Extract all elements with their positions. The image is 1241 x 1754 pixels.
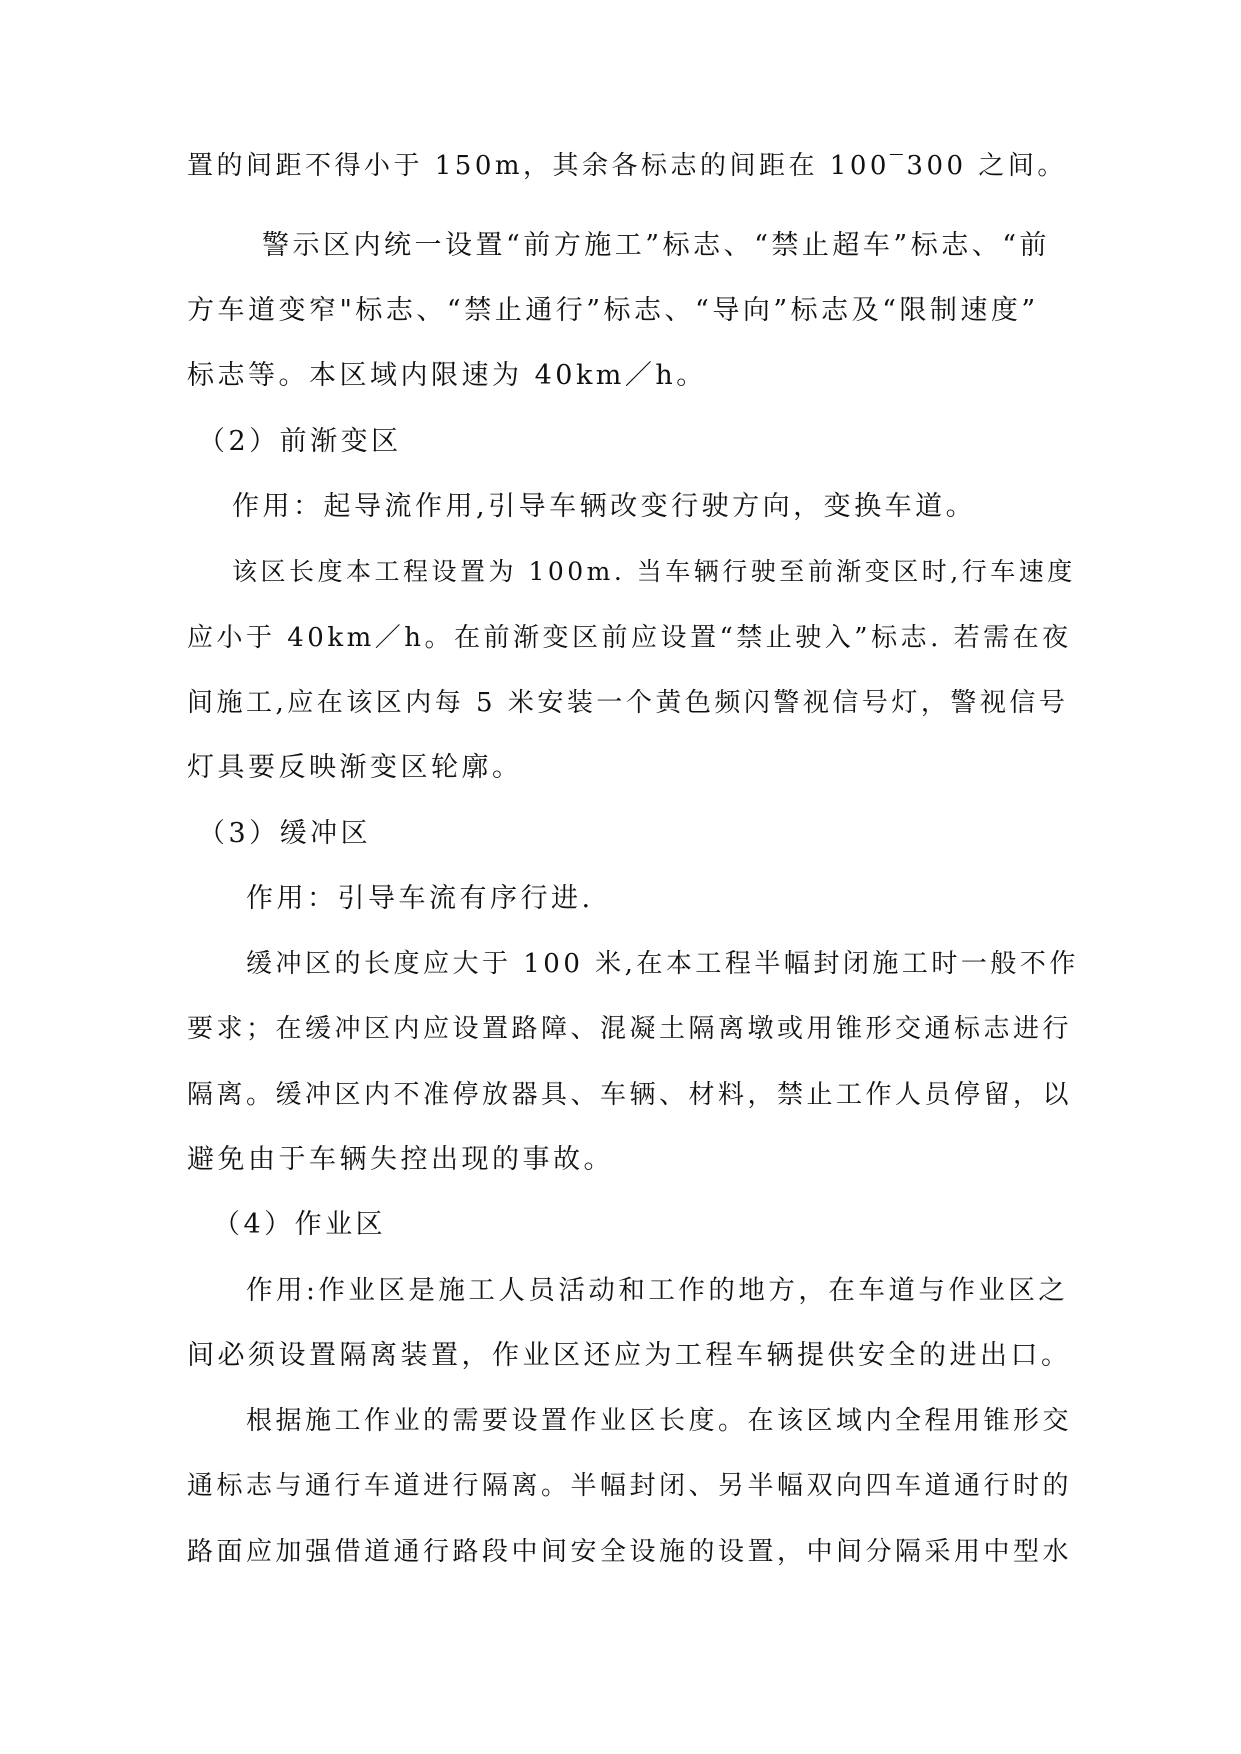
body-line-22: 路面应加强借道通行路段中间安全设施的设置，中间分隔采用中型水	[187, 1537, 1073, 1567]
body-line-7: 该区长度本工程设置为 100m. 当车辆行驶至前渐变区时,行车速度	[232, 557, 1076, 586]
body-line-15: 隔离。缓冲区内不准停放器具、车辆、材料，禁止工作人员停留，以	[187, 1080, 1073, 1110]
body-line-1: 置的间距不得小于 150m，其余各标志的间距在 100‾300 之间。	[187, 151, 1067, 181]
body-line-13: 缓冲区的长度应大于 100 米,在本工程半幅封闭施工时一般不作	[246, 949, 1079, 979]
body-line-18: 作用:作业区是施工人员活动和工作的地方，在车道与作业区之	[246, 1275, 1069, 1306]
body-line-21: 通标志与通行车道进行隔离。半幅封闭、另半幅双向四车道通行时的	[187, 1471, 1073, 1501]
body-line-12: 作用：引导车流有序行进.	[246, 883, 594, 914]
body-line-16: 避免由于车辆失控出现的事故。	[187, 1144, 614, 1175]
body-line-14: 要求；在缓冲区内应设置路障、混凝土隔离墩或用锥形交通标志进行	[187, 1014, 1073, 1044]
section-heading-work-zone: （4）作业区	[213, 1209, 387, 1240]
body-line-19: 间必须设置隔离装置，作业区还应为工程车辆提供安全的进出口。	[187, 1340, 1072, 1371]
section-heading-buffer-zone: （3）缓冲区	[198, 818, 372, 849]
body-line-3: 方车道变窄"标志、“禁止通行”标志、“导向”标志及“限制速度”	[187, 295, 1039, 326]
section-heading-front-transition-zone: （2）前渐变区	[198, 426, 402, 457]
body-line-8: 应小于 40km／h。在前渐变区前应设置“禁止驶入”标志. 若需在夜	[187, 623, 1072, 653]
body-line-4: 标志等。本区域内限速为 40km／h。	[187, 360, 707, 391]
body-line-9: 间施工,应在该区内每 5 米安装一个黄色频闪警视信号灯，警视信号	[187, 688, 1069, 718]
body-line-10: 灯具要反映渐变区轮廓。	[187, 752, 523, 783]
body-line-6: 作用：起导流作用,引导车辆改变行驶方向，变换车道。	[232, 491, 977, 522]
body-line-2: 警示区内统一设置“前方施工”标志、“禁止超车”标志、“前	[262, 230, 1051, 261]
body-line-20: 根据施工作业的需要设置作业区长度。在该区域内全程用锥形交	[246, 1406, 1073, 1436]
